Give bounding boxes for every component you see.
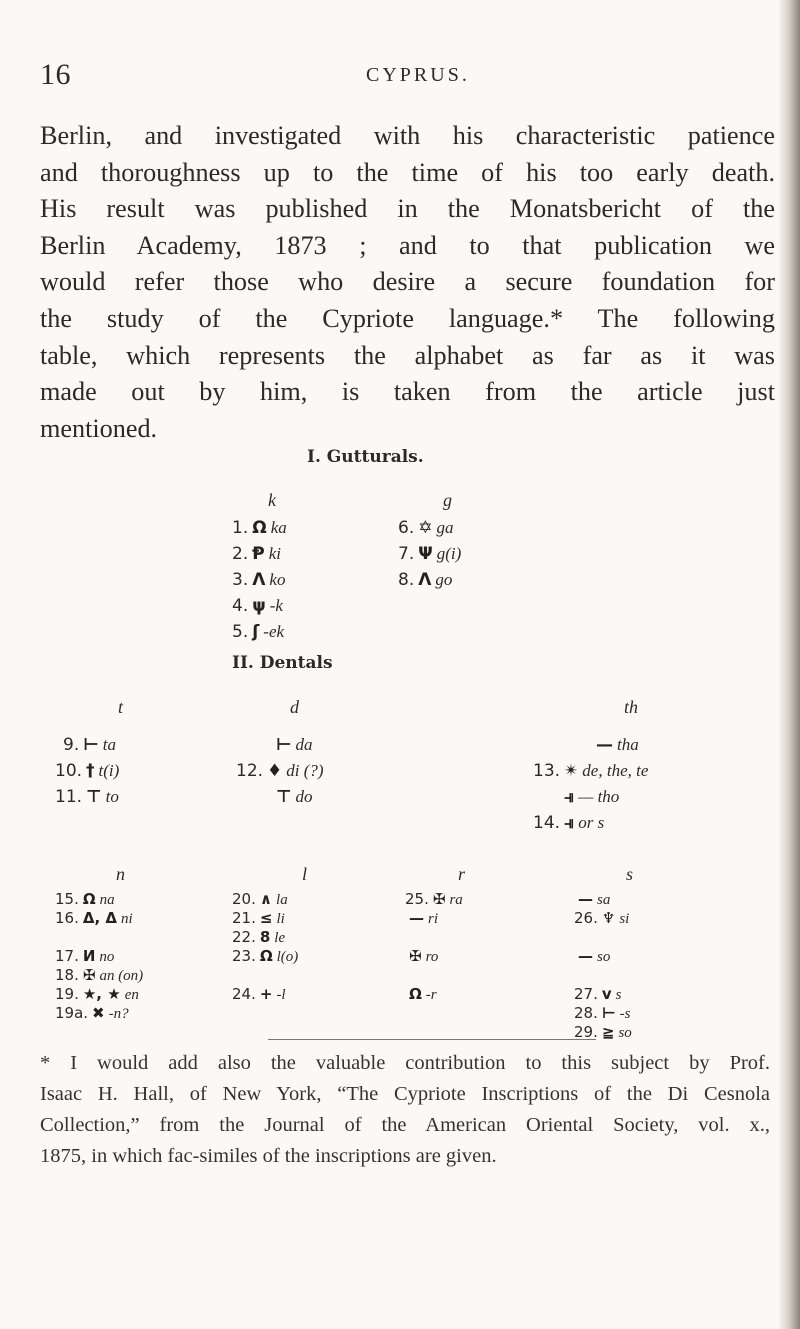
column-head-r: r bbox=[458, 864, 466, 884]
alphabet-entry: 12. ♦ di (?) bbox=[236, 761, 324, 781]
syllable-sign: ✠ bbox=[432, 890, 446, 908]
syllable-sign: ⊢ bbox=[276, 735, 292, 755]
syllable-sign: — bbox=[578, 890, 593, 908]
alphabet-entry: 19. ★, ★ en bbox=[55, 985, 139, 1003]
syllable-sign: ψ bbox=[252, 596, 266, 616]
paragraph-line: Berlin, and investigated with his characteristic patience bbox=[40, 121, 775, 150]
alphabet-entry: 11. ⊤ to bbox=[55, 787, 119, 807]
syllable-sign: ⅴ bbox=[601, 985, 612, 1003]
syllable-sign: — bbox=[578, 947, 593, 965]
alphabet-entry: 8. Λ go bbox=[398, 570, 453, 590]
column-head-t: t bbox=[118, 697, 124, 717]
paragraph-line: table, which represents the alphabet as far as it was bbox=[40, 340, 775, 370]
alphabet-entry: 25. ✠ ra bbox=[405, 890, 463, 908]
alphabet-entry: 17. И no bbox=[55, 947, 115, 965]
syllable-sign: ✠ bbox=[409, 947, 422, 965]
alphabet-entry: 18. ✠ an (on) bbox=[55, 966, 144, 984]
syllable-sign: — bbox=[409, 909, 424, 927]
page-number: 16 bbox=[40, 58, 71, 91]
alphabet-entry: — sa bbox=[578, 890, 611, 908]
paragraph-line: mentioned. bbox=[40, 413, 158, 443]
paragraph-line: the study of the Cypriote language.* The following bbox=[40, 303, 775, 333]
syllable-sign: Λ bbox=[418, 570, 432, 590]
syllable-sign: ∧ bbox=[259, 890, 273, 908]
syllable-sign: Ω bbox=[409, 985, 422, 1003]
alphabet-entry: 10. † t(i) bbox=[55, 761, 120, 781]
syllable-sign: И bbox=[82, 947, 96, 965]
syllable-sign: ♆ bbox=[601, 909, 616, 927]
footnote-line: * I would add also the valuable contribution to this subject by Prof. bbox=[40, 1052, 770, 1074]
running-title: CYPRUS. bbox=[366, 64, 470, 86]
syllable-sign: ⫣ bbox=[564, 787, 575, 807]
section-title-dentals: II. Dentals bbox=[232, 653, 333, 673]
syllable-sign: 8 bbox=[259, 928, 271, 946]
alphabet-entry: 16. Δ, Δ ni bbox=[55, 909, 133, 927]
syllable-sign: ʃ bbox=[252, 622, 260, 642]
alphabet-entry: ⊤ do bbox=[276, 787, 313, 807]
footnote-line: Collection,” from the Journal of the American Oriental Society, vol. x., bbox=[40, 1114, 770, 1136]
page-edge-shadow bbox=[778, 0, 800, 1329]
syllable-sign: ⊤ bbox=[86, 787, 102, 807]
alphabet-entry: Ω -r bbox=[409, 985, 437, 1003]
syllable-sign: ⊢ bbox=[83, 735, 99, 755]
syllable-sign: ✖ bbox=[92, 1004, 105, 1022]
footnote-line: 1875, in which fac-similes of the inscriptions are given. bbox=[40, 1145, 497, 1167]
alphabet-entry: 27. ⅴ s bbox=[574, 985, 622, 1003]
syllable-sign: + bbox=[259, 985, 273, 1003]
alphabet-entry: 6. ✡ ga bbox=[398, 518, 454, 538]
syllable-sign: Ω bbox=[82, 890, 96, 908]
alphabet-entry: 4. ψ -k bbox=[232, 596, 283, 616]
column-head-l: l bbox=[302, 864, 308, 884]
alphabet-entry: 9. ⊢ ta bbox=[63, 735, 117, 755]
paragraph-line: made out by him, is taken from the article just bbox=[40, 377, 775, 407]
alphabet-entry: 21. ≤ li bbox=[232, 909, 285, 927]
alphabet-entry: 13. ✴ de, the, te bbox=[533, 761, 649, 781]
syllable-sign: — bbox=[596, 735, 613, 755]
paragraph-line: Berlin Academy, 1873 ; and to that publication we bbox=[40, 230, 775, 260]
alphabet-entry: 23. Ω l(o) bbox=[232, 947, 299, 965]
syllable-sign: Δ, Δ bbox=[82, 909, 117, 927]
alphabet-entry: — so bbox=[578, 947, 611, 965]
alphabet-entry: 14. ⫣ or s bbox=[533, 813, 605, 833]
syllable-sign: ✠ bbox=[82, 966, 96, 984]
section-title-gutturals: I. Gutturals. bbox=[307, 447, 424, 467]
syllable-sign: ⊤ bbox=[276, 787, 292, 807]
syllable-sign: Ᵽ bbox=[252, 544, 265, 564]
column-head-k: k bbox=[268, 490, 276, 510]
syllable-sign: ≤ bbox=[259, 909, 273, 927]
column-head-n: n bbox=[116, 864, 125, 884]
footnote bbox=[40, 1048, 770, 1172]
alphabet-entry: 22. 8 le bbox=[232, 928, 286, 946]
alphabet-entry: 7. Ψ g(i) bbox=[398, 544, 462, 564]
alphabet-entry: 26. ♆ si bbox=[574, 909, 630, 927]
body-paragraph bbox=[40, 118, 775, 447]
column-head-s: s bbox=[626, 864, 634, 884]
syllable-sign: ⊢ bbox=[601, 1004, 616, 1022]
paragraph-line: would refer those who desire a secure foundation for bbox=[40, 267, 775, 297]
paragraph-line: His result was published in the Monatsbericht of the bbox=[40, 194, 775, 224]
paragraph-line: and thoroughness up to the time of his too early death. bbox=[40, 157, 775, 187]
syllable-sign: ♦ bbox=[267, 761, 283, 781]
alphabet-entry: ⫣ — tho bbox=[564, 787, 620, 807]
syllable-sign: Ω bbox=[252, 518, 267, 538]
footnote-rule bbox=[268, 1039, 596, 1040]
syllable-sign: ★, ★ bbox=[82, 985, 121, 1003]
alphabet-entry: ✠ ro bbox=[409, 947, 439, 965]
syllable-sign: ≧ bbox=[601, 1023, 615, 1041]
alphabet-entry: 24. + -l bbox=[232, 985, 286, 1003]
column-head-d: d bbox=[290, 697, 299, 717]
syllable-sign: Ω bbox=[259, 947, 273, 965]
alphabet-entry: 19a. ✖ -n? bbox=[55, 1004, 129, 1022]
column-head-g: g bbox=[443, 490, 452, 510]
alphabet-entry: — tha bbox=[596, 735, 639, 755]
syllable-sign: ⫣ bbox=[564, 813, 575, 833]
syllable-sign: ✡ bbox=[418, 518, 433, 538]
alphabet-entry: 20. ∧ la bbox=[232, 890, 288, 908]
alphabet-entry: 29. ≧ so bbox=[574, 1023, 632, 1041]
syllable-sign: Λ bbox=[252, 570, 266, 590]
column-head-th: th bbox=[624, 697, 639, 717]
footnote-line: Isaac H. Hall, of New York, “The Cypriote Inscriptions of the Di Cesnola bbox=[40, 1083, 770, 1105]
syllable-sign: Ψ bbox=[418, 544, 433, 564]
alphabet-entry: — ri bbox=[409, 909, 439, 927]
alphabet-entry: 3. Λ ko bbox=[232, 570, 286, 590]
alphabet-entry: 2. Ᵽ ki bbox=[232, 544, 281, 564]
alphabet-entry: 1. Ω ka bbox=[232, 518, 287, 538]
syllable-sign: ✴ bbox=[564, 761, 579, 781]
alphabet-entry: 28. ⊢ -s bbox=[574, 1004, 631, 1022]
syllable-sign: † bbox=[86, 761, 95, 781]
alphabet-entry: 15. Ω na bbox=[55, 890, 115, 908]
alphabet-entry: ⊢ da bbox=[276, 735, 313, 755]
alphabet-entry: 5. ʃ -ek bbox=[232, 622, 285, 642]
